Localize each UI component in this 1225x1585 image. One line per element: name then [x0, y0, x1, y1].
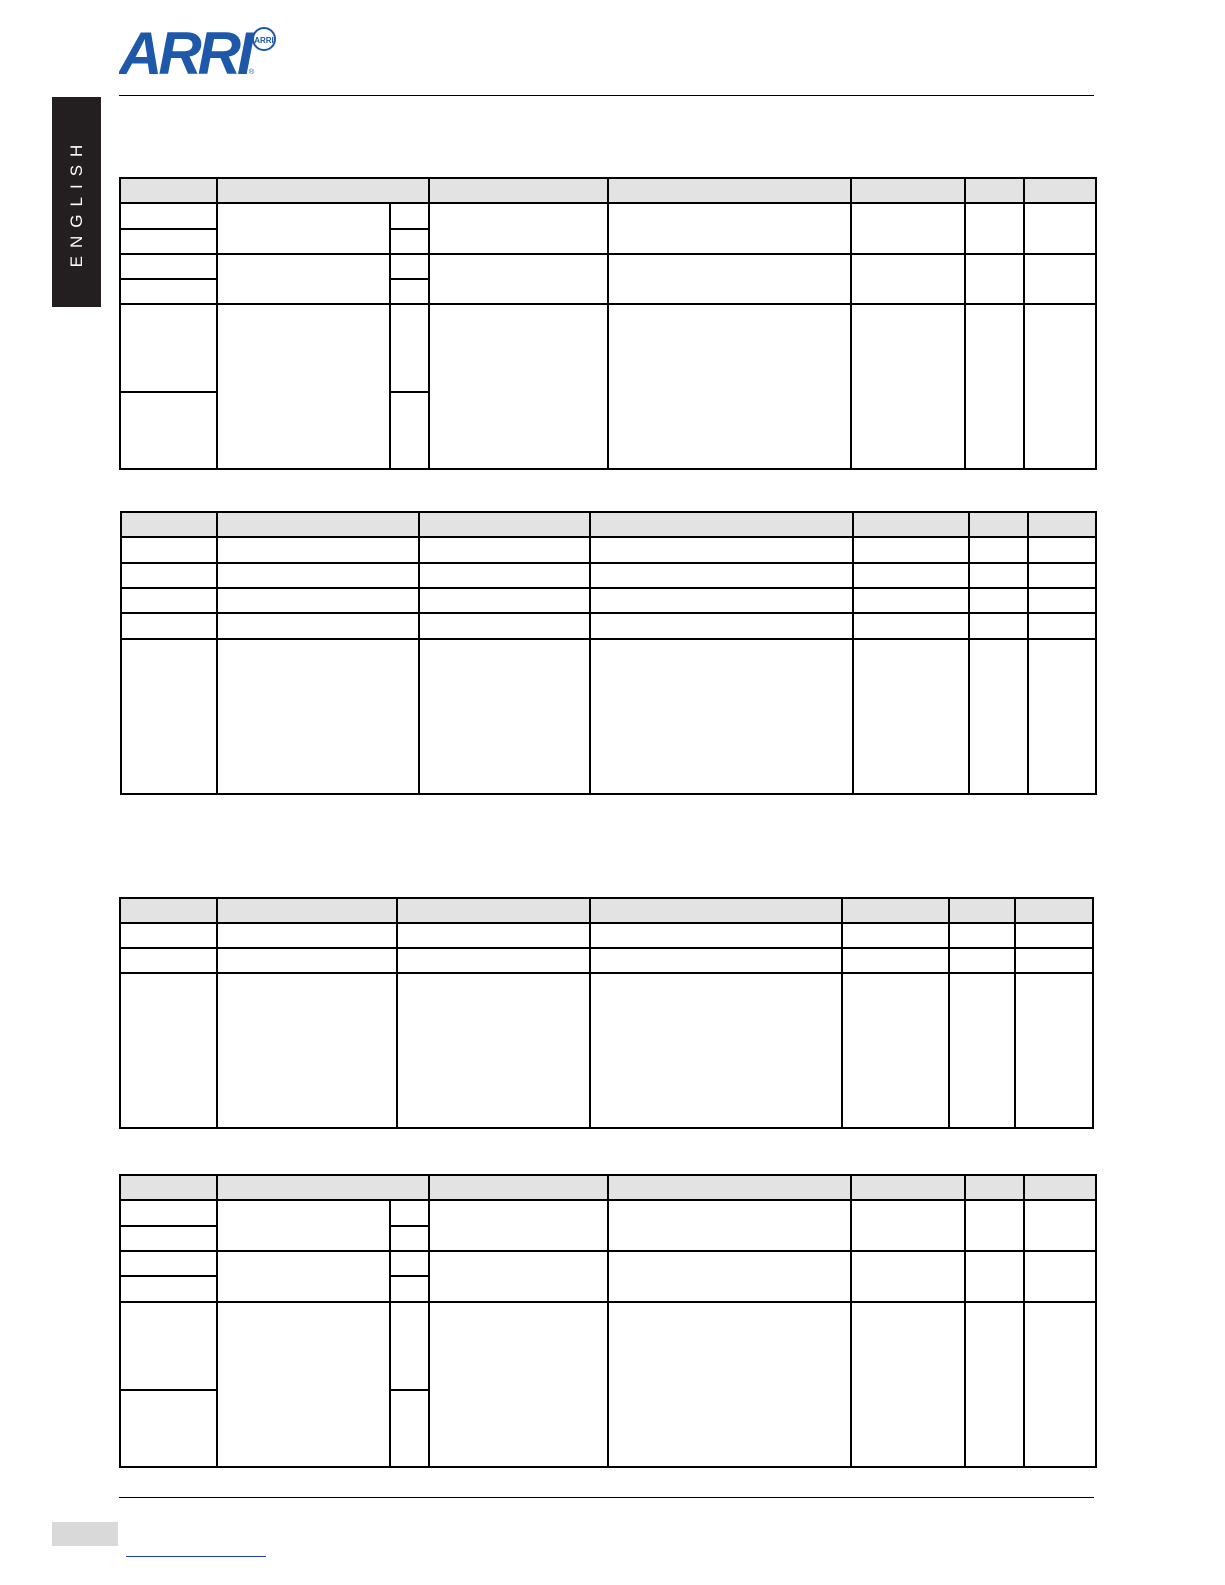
footer-rule: [119, 1497, 1094, 1498]
table-row: [121, 537, 1096, 562]
table-row: [120, 948, 1093, 973]
table-row: [120, 254, 1096, 279]
footer-link[interactable]: [126, 1556, 266, 1557]
table-row: [121, 639, 1096, 794]
svg-text:ARRI: ARRI: [119, 24, 250, 76]
spec-table-4: [119, 1174, 1097, 1468]
spec-table-3: [119, 897, 1094, 1129]
table-header-row: [120, 1175, 1096, 1200]
arri-logo: [119, 24, 279, 76]
language-tab-label: ENGLISH: [66, 136, 86, 268]
svg-text:ARRI: ARRI: [254, 36, 274, 45]
page-number-box: [52, 1522, 118, 1546]
table-row: [120, 1251, 1096, 1276]
svg-text:®: ®: [249, 69, 255, 76]
language-tab: [52, 97, 101, 307]
header-rule: [119, 95, 1094, 96]
table-row: [121, 613, 1096, 638]
table-row: [120, 1200, 1096, 1225]
table-header-row: [121, 512, 1096, 537]
table-row: [121, 563, 1096, 588]
spec-table-1: [119, 177, 1097, 470]
table-row: [120, 1302, 1096, 1390]
table-row: [121, 588, 1096, 613]
spec-table-2: [120, 511, 1097, 795]
table-row: [120, 203, 1096, 228]
table-row: [120, 973, 1093, 1128]
table-row: [120, 923, 1093, 948]
table-header-row: [120, 898, 1093, 923]
table-row: [120, 304, 1096, 392]
table-header-row: [120, 178, 1096, 203]
